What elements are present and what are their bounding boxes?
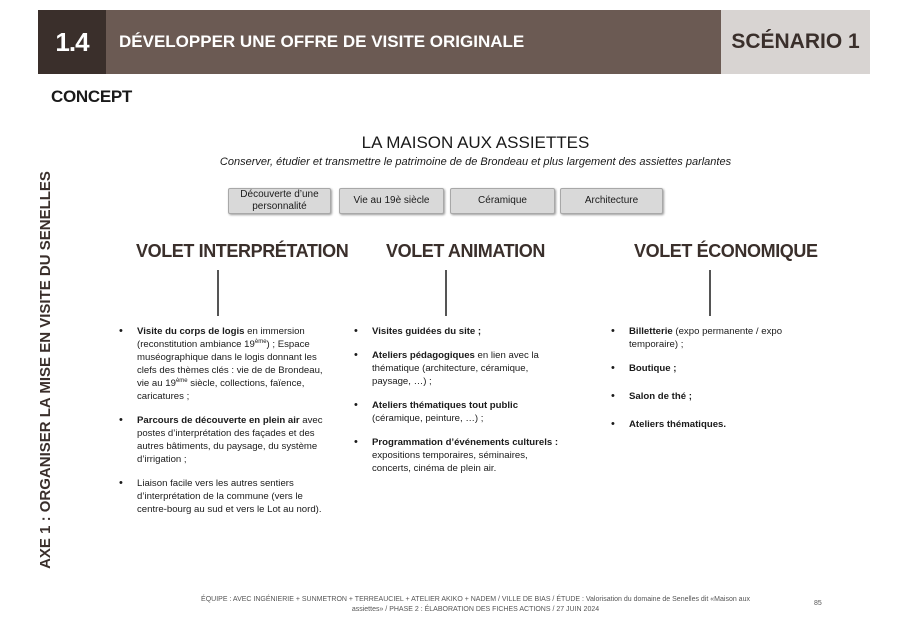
economique-list [611, 325, 821, 442]
axis-vertical-label: AXE 1 : ORGANISER LA MISE EN VISITE DU SENELLES [37, 171, 54, 569]
list-item: • Ateliers thématiques. [611, 418, 821, 431]
header-banner [38, 10, 870, 74]
list-item: • Visite du corps de logis en immersion (reconstitution ambiance 19ème) ; Espace muséographique dans le logis donnant les clefs des thèmes clés : vie de de Brondeau, vie au 19ème siècle, collections, faïence, caricatures ; [119, 325, 329, 403]
tag-ceramique: Céramique [450, 188, 555, 214]
tag-architecture: Architecture [560, 188, 663, 214]
volet-animation-title: VOLET ANIMATION [386, 241, 545, 261]
footer-line-1: ÉQUIPE : AVEC INGÉNIERIE + SUNMETRON + TERREAUCIEL + ATELIER AKIKO + NADEM / VILLE DE BIAS / ÉTUDE : Valorisation du domaine de Senelles dit «Maison aux [201, 596, 750, 603]
animation-list [354, 325, 566, 486]
concept-label: CONCEPT [51, 87, 133, 106]
section-title: DÉVELOPPER UNE OFFRE DE VISITE ORIGINALE [106, 10, 721, 74]
connector-line-animation [445, 270, 447, 316]
connector-line-interpretation [217, 270, 219, 316]
footer-credits [0, 595, 911, 615]
volet-interpretation-title: VOLET INTERPRÉTATION [136, 241, 349, 261]
list-item: • Salon de thé ; [611, 390, 821, 403]
list-item: • Liaison facile vers les autres sentiers d’interprétation de la commune (vers le centre-bourg au sud et vers le Lot au nord). [119, 477, 329, 516]
list-item: • Ateliers thématiques tout public (céramique, peinture, …) ; [354, 399, 566, 425]
section-number: 1.4 [38, 10, 106, 74]
page-number: 85 [814, 600, 822, 607]
list-item: • Billetterie (expo permanente / expo temporaire) ; [611, 325, 821, 351]
list-item: • Boutique ; [611, 362, 821, 375]
volet-economique-title: VOLET ÉCONOMIQUE [634, 241, 818, 261]
footer-line-2: assiettes» / PHASE 2 : ÉLABORATION DES FICHES ACTIONS / 27 JUIN 2024 [351, 606, 600, 613]
tag-19e-siecle: Vie au 19è siècle [339, 188, 444, 214]
tag-personnalite: Découverte d’une personnalité [228, 188, 331, 214]
interpretation-list [119, 325, 329, 527]
scenario-label: SCÉNARIO 1 [721, 10, 870, 74]
list-item: • Programmation d’événements culturels : expositions temporaires, séminaires, concerts, cinéma de plein air. [354, 436, 566, 475]
connector-line-economique [709, 270, 711, 316]
list-item: • Ateliers pédagogiques en lien avec la thématique (architecture, céramique, paysage, …) ; [354, 349, 566, 388]
main-title: LA MAISON AUX ASSIETTES [361, 133, 590, 152]
list-item: • Parcours de découverte en plein air avec postes d’interprétation des façades et des autres bâtiments, du paysage, du système d’irrigation ; [119, 414, 329, 466]
subtitle: Conserver, étudier et transmettre le patrimoine de de Brondeau et plus largement des assiettes parlantes [219, 156, 732, 168]
list-item: • Visites guidées du site ; [354, 325, 566, 338]
